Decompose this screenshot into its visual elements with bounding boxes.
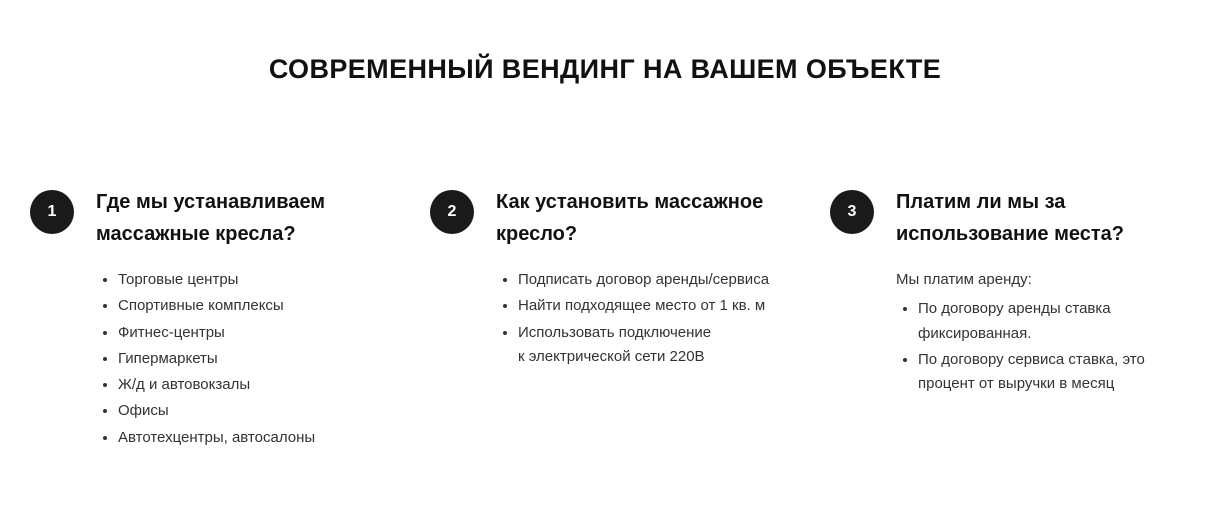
step-number-badge: 1 (30, 190, 74, 234)
list-item: • Автотехцентры, автосалоны (118, 426, 390, 450)
step-number-badge: 2 (430, 190, 474, 234)
column-body (96, 186, 390, 452)
column-list (896, 297, 1190, 396)
list-item: • Гипермаркеты (118, 347, 390, 371)
info-column-3 (800, 186, 1210, 398)
list-item (518, 321, 790, 370)
column-list (96, 268, 390, 450)
column-title: Платим ли мы за использование места? (896, 191, 1124, 245)
list-item: • Офисы (118, 399, 390, 423)
column-body (896, 186, 1190, 398)
list-item-line: По договору сервиса ставка, это (918, 350, 1145, 368)
list-item-line-continued: к электрической сети 220В (518, 347, 705, 365)
info-column-1 (0, 186, 400, 452)
column-body (496, 186, 790, 371)
info-column-2 (400, 186, 800, 371)
list-item: • Спортивные комплексы (118, 294, 390, 318)
list-item-line: Использовать подключение (518, 323, 712, 341)
column-title: Где мы устанавливаем массажные кресла? (96, 191, 326, 245)
column-title: Как установить массажное кресло? (496, 191, 764, 245)
list-item (918, 297, 1190, 346)
list-item: • Фитнес-центры (118, 321, 390, 345)
list-item: • Торговые центры (118, 268, 390, 292)
list-item (918, 348, 1190, 397)
list-item: • Подписать договор аренды/сервиса (518, 268, 790, 292)
list-item: • Ж/д и автовокзалы (118, 373, 390, 397)
step-number-badge: 3 (830, 190, 874, 234)
column-list (496, 268, 790, 369)
page-title: СОВРЕМЕННЫЙ ВЕНДИНГ НА ВАШЕМ ОБЪЕКТЕ (268, 54, 942, 84)
column-intro-text: Мы платим аренду: (896, 271, 1032, 288)
columns-container (0, 186, 1210, 452)
list-item-line-continued: процент от выручки в месяц (918, 375, 1115, 393)
list-item-line-continued: фиксированная. (918, 324, 1032, 342)
list-item: • Найти подходящее место от 1 кв. м (518, 294, 790, 318)
list-item-line: По договору аренды ставка (918, 300, 1111, 318)
